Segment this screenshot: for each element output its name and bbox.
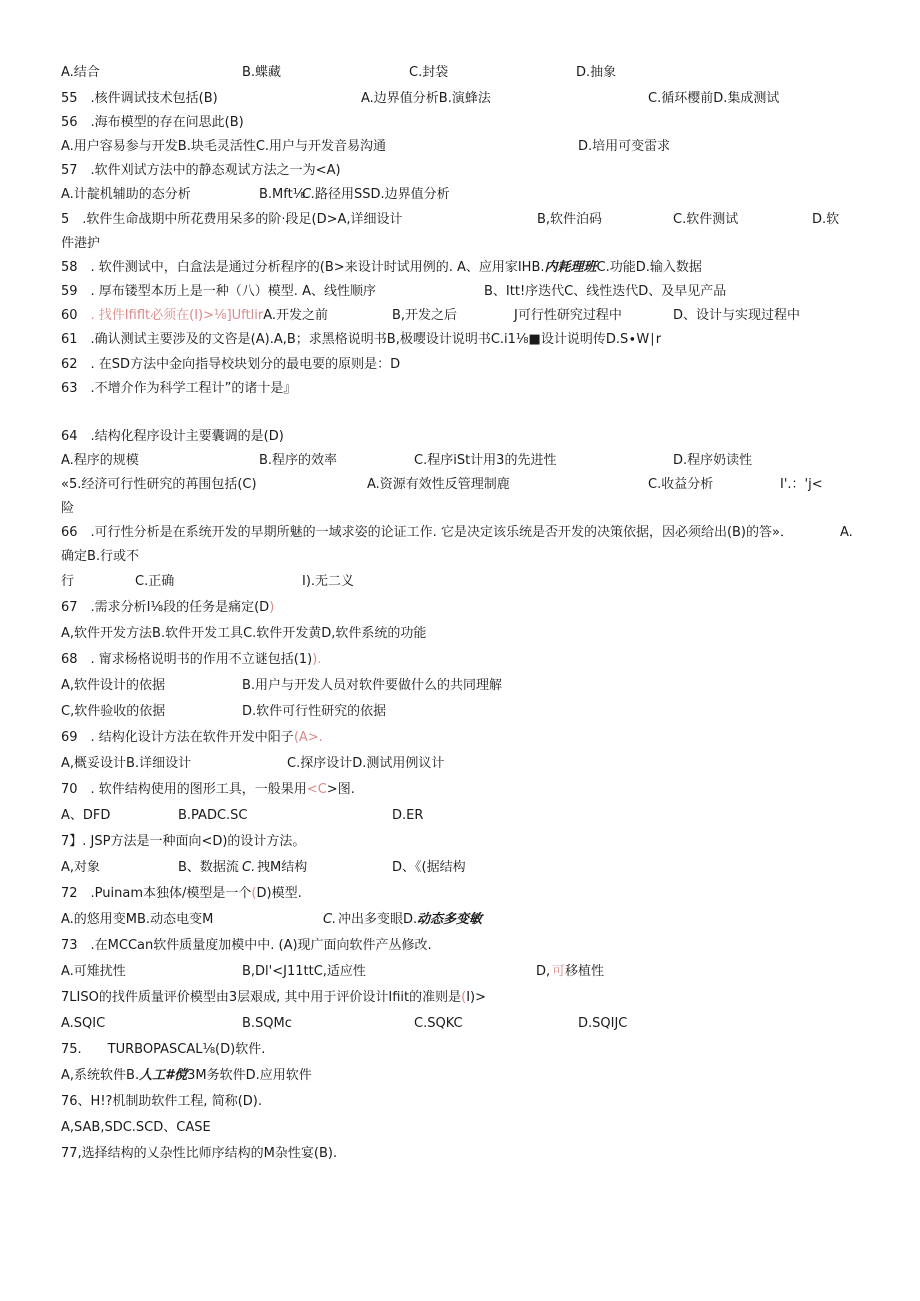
option-cd: 3M务软件D.应用软件 xyxy=(187,1068,312,1083)
option-bc: B,Dl'<J11ttC,适应性 xyxy=(242,964,366,979)
option-b: B、数据流 xyxy=(178,860,239,875)
option-a: A、DFD xyxy=(61,808,111,823)
answer: (A>. xyxy=(293,730,323,745)
option-d: D.SQIJC xyxy=(578,1016,628,1031)
question-56 xyxy=(61,115,244,131)
options-line xyxy=(61,1016,628,1032)
answer: I)> xyxy=(466,990,486,1005)
option-b: B,开发之后 xyxy=(392,308,458,323)
question-text: 62 . 在SD方法中金向指导校块划分的最电要的原则是：D xyxy=(61,357,401,372)
option-abcd: A,SAB,SDC.SCD、CASE xyxy=(61,1120,211,1135)
options-line xyxy=(61,139,671,155)
option-d: D.抽象 xyxy=(576,65,617,80)
question-71 xyxy=(61,834,305,850)
option-d: I'.：'j< xyxy=(780,477,823,492)
question-58 xyxy=(61,260,702,276)
options-line xyxy=(61,912,483,928)
question-tail: >图. xyxy=(326,782,355,797)
continuation-text: 险 xyxy=(61,501,75,516)
option-c-prefix: C. xyxy=(302,187,316,202)
question-text: 76、H!?机制助软件工程, 简称(D). xyxy=(61,1094,262,1109)
question-59 xyxy=(61,284,727,300)
question-text: 58 . 软件测试中，白盒法是通过分析程序的(B>来设计时试用例的. A、应用家IHB. xyxy=(61,260,545,275)
question-text: 70 . 软件结构使用的图形工具，一般果用 xyxy=(61,782,307,797)
option-b: B.蝶藏 xyxy=(242,65,282,80)
option-bc: B.PADC.SC xyxy=(178,808,248,823)
option-a: A. xyxy=(840,525,853,540)
options-line xyxy=(61,1068,312,1084)
question-text: 68 . 甯求杨格说明书的作用不立谜包括(1) xyxy=(61,652,313,667)
option-ab: A,概妥设计B.详细设计 xyxy=(61,756,192,771)
option-ab: A,系统软件B. xyxy=(61,1068,140,1083)
question-5x xyxy=(61,212,840,228)
question-text: 73 .在MCCan软件质量度加模中中. (A)现广面向软件产丛修改. xyxy=(61,938,432,953)
question-number: 60 xyxy=(61,308,91,323)
option-cd: 路径用SSD.边界值分析 xyxy=(315,187,450,202)
options-line xyxy=(61,1120,211,1136)
option-b: B.SQMc xyxy=(242,1016,292,1031)
option-a: A.程序的规模 xyxy=(61,453,139,468)
option-d-emphasis: 动态多变敏 xyxy=(417,912,483,927)
option-d: D.ER xyxy=(392,808,424,823)
question-61 xyxy=(61,332,661,348)
option-c: C.收益分析 xyxy=(648,477,714,492)
question-62 xyxy=(61,357,400,373)
option-c: C.程序iSt计用3的先进性 xyxy=(414,453,557,468)
question-text: 57 .软件刈试方法中的静态观试方法之一为<A) xyxy=(61,163,341,178)
question-text: 7LISO的找件质量评价模型由3层艰成, 其中用于评价设计Ifiit的准则是 xyxy=(61,990,462,1005)
question-text: . 找件Ififlt必须在(I)>⅛]Uftlir xyxy=(90,308,264,323)
option-c: C.软件测试 xyxy=(673,212,739,227)
options-line xyxy=(61,453,753,469)
option-d: D.程序奶读性 xyxy=(673,453,753,468)
option-d: 移植性 xyxy=(565,964,605,979)
option-a: A.开发之前 xyxy=(263,308,329,323)
option-a: A.资源有效性反管理制鹿 xyxy=(367,477,510,492)
options-line xyxy=(61,704,387,720)
option-cd: C.探序设计D.测试用例议计 xyxy=(287,756,445,771)
option-c: C,软件验收的依据 xyxy=(61,704,166,719)
question-73 xyxy=(61,938,432,954)
continuation-text: 件港护 xyxy=(61,236,101,251)
option-a: A,软件设计的依据 xyxy=(61,678,166,693)
continuation-line xyxy=(61,501,74,517)
option-a: A.可雉扰性 xyxy=(61,964,126,979)
bracket: ) xyxy=(269,600,275,615)
continuation-line xyxy=(61,549,139,565)
option-d: D.培用可变雷求 xyxy=(578,139,671,154)
option-c-prefix: C. xyxy=(323,912,337,927)
option-cd: C.循环樱前D.集成测试 xyxy=(648,91,780,106)
option-b: B.Mft⅛ xyxy=(259,187,306,202)
continuation-line xyxy=(61,236,100,252)
options-line xyxy=(61,808,424,824)
option-c-prefix: C. xyxy=(242,860,256,875)
question-text: 61 .确认测试主要涉及的文咨是(A).A,B；求黑格说明书B,极嘤设计说明书C.i1⅛■设计说明传D.S∙W∣r xyxy=(61,332,662,347)
question-text: 67 .需求分析I⅛段的任务是痛定(D xyxy=(61,600,270,615)
answer: D) xyxy=(256,886,272,901)
options-line xyxy=(61,187,450,203)
option-c: 拽M结构 xyxy=(257,860,308,875)
option-c: C.正确 xyxy=(135,574,175,589)
option-d: D.软件可行性研究的依据 xyxy=(242,704,387,719)
question-text: 56 .海布模型的存在问思此(B) xyxy=(61,115,244,130)
question-text: 75. TURBOPASCAL⅛(D)软件. xyxy=(61,1042,266,1057)
question-text: 69 . 结构化设计方法在软件开发中阳子 xyxy=(61,730,294,745)
question-74 xyxy=(61,990,486,1006)
question-75 xyxy=(61,1042,265,1058)
option-cd: 冲出多变眼D. xyxy=(338,912,418,927)
question-text: 7】. JSP方法是一种面向<D)的设计方法。 xyxy=(61,834,306,849)
option-bcd: B、Itt!序迭代C、线性迭代D、及早见产品 xyxy=(484,284,727,299)
option-b: B.用户与开发人员对软件要做什么的共同理解 xyxy=(242,678,503,693)
question-69 xyxy=(61,730,323,746)
option-c: C.SQKC xyxy=(414,1016,463,1031)
option-ab: A.边界值分析B.演蜂法 xyxy=(361,91,491,106)
option-d: D、《(据结构 xyxy=(392,860,466,875)
question-67 xyxy=(61,600,274,616)
question-text: 63 .不增介作为科学工程计”的诸十是』 xyxy=(61,381,297,396)
option-b-emphasis: 人工#傥 xyxy=(139,1068,188,1083)
question-77 xyxy=(61,1146,337,1162)
question-70 xyxy=(61,782,355,798)
continuation-text: 确定B.行或不 xyxy=(61,549,140,564)
option-d: D、设计与实现过程中 xyxy=(673,308,801,323)
options-line xyxy=(61,65,617,81)
option-a: A.SQIC xyxy=(61,1016,106,1031)
option-c: C.封袋 xyxy=(409,65,449,80)
bracket: ( xyxy=(461,990,467,1005)
option-b: B.程序的效率 xyxy=(259,453,338,468)
bracket: ). xyxy=(312,652,322,667)
question-63 xyxy=(61,381,296,397)
question-68 xyxy=(61,652,321,668)
option-a: A.计靛机辅助的态分析 xyxy=(61,187,191,202)
options-line xyxy=(61,756,445,772)
option-b: B,软件泊码 xyxy=(537,212,603,227)
option-d: I).无二义 xyxy=(302,574,355,589)
options-line xyxy=(61,860,466,876)
question-55 xyxy=(61,91,780,107)
question-text: 5 .软件生命战期中所花费用呆多的阶·段足(D>A,详细设计 xyxy=(61,212,403,227)
option-d-prefix: D, xyxy=(536,964,551,979)
question-76 xyxy=(61,1094,262,1110)
question-text: 59 . 厚布镂型本历上是一种（八）模型. A、线性顺序 xyxy=(61,284,376,299)
option-abcd: A,软件开发方法B.软件开发工具C.软件开发黄D,软件系统的功能 xyxy=(61,626,427,641)
options-line xyxy=(61,626,426,642)
question-66 xyxy=(61,525,853,541)
options-line xyxy=(61,964,605,980)
options-line xyxy=(61,678,503,694)
option-abc: A.用户容易参与开发B.块毛灵活性C.用户与开发音易沟通 xyxy=(61,139,387,154)
question-text: 77,选择结构的乂杂性比师序结构的M杂性宴(B). xyxy=(61,1146,338,1161)
option-d-mark: 可 xyxy=(552,964,566,979)
answer: <C xyxy=(306,782,327,797)
option-cd: C.功能D.输入数据 xyxy=(596,260,702,275)
option-b-emphasis: 内耗理班 xyxy=(544,260,597,275)
question-text: 55 .核件调试技术包括(B) xyxy=(61,91,218,106)
option-ab: A.的悠用变MB.动态电变M xyxy=(61,912,214,927)
option-d: D.软 xyxy=(812,212,840,227)
question-text: 64 .结构化程序设计主要囊调的是(D) xyxy=(61,429,284,444)
option-b-tail: 行 xyxy=(61,574,75,589)
bracket: ( xyxy=(251,886,257,901)
options-line xyxy=(61,574,355,590)
question-text: 72 .Puinam本独体/模型是一个 xyxy=(61,886,252,901)
question-64 xyxy=(61,429,284,445)
question-text: «5.经济可行性研究的苒围包括(C) xyxy=(61,477,257,492)
question-57 xyxy=(61,163,341,179)
question-text: 66 .可行性分析是在系统开发的早期所魅的一域求姿的论证工作. 它是决定该乐统是否开发的决策依据，因必须给出(B)的答»． xyxy=(61,525,793,540)
option-a: A.结合 xyxy=(61,65,100,80)
option-a: A,对象 xyxy=(61,860,101,875)
question-65 xyxy=(61,477,823,493)
question-72 xyxy=(61,886,302,902)
question-tail: 模型. xyxy=(271,886,302,901)
question-60 xyxy=(61,308,801,324)
option-c: J可行性研究过程中 xyxy=(514,308,622,323)
